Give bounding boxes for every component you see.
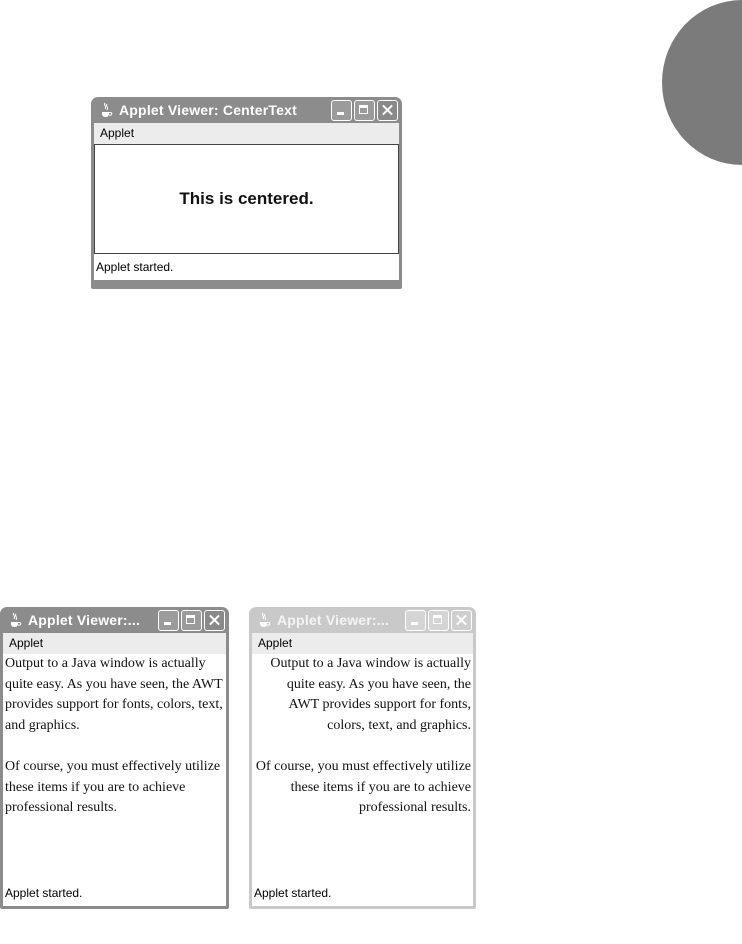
applet-window-left	[0, 607, 229, 909]
java-cup-icon	[7, 612, 23, 628]
menu-applet[interactable]: Applet	[258, 636, 293, 650]
maximize-icon[interactable]	[354, 100, 375, 121]
applet-content	[94, 144, 399, 254]
applet-content	[3, 654, 226, 880]
menu-applet[interactable]: Applet	[100, 126, 135, 140]
minimize-icon[interactable]	[331, 100, 352, 121]
status-bar: Applet started.	[94, 254, 399, 280]
centered-text: This is centered.	[94, 144, 399, 254]
menu-bar	[252, 633, 473, 654]
menu-applet[interactable]: Applet	[9, 636, 44, 650]
menu-bar	[3, 633, 226, 654]
paragraph-2: Of course, you must effectively utilize these items if you are to achieve professional results.	[5, 759, 221, 815]
window-title: Applet Viewer:...	[28, 612, 141, 628]
status-bar: Applet started.	[3, 880, 226, 906]
java-cup-icon	[98, 102, 114, 118]
applet-window-right	[249, 607, 476, 909]
title-bar[interactable]	[252, 607, 473, 633]
menu-bar	[94, 123, 399, 144]
paragraph-1: Output to a Java window is actually quite easy. As you have seen, the AWT provides support for fonts, colors, text, and graphics.	[5, 656, 223, 733]
close-icon[interactable]	[377, 100, 398, 121]
minimize-icon[interactable]	[158, 610, 179, 631]
title-bar[interactable]	[3, 607, 226, 633]
close-icon[interactable]	[204, 610, 225, 631]
minimize-icon[interactable]	[405, 610, 426, 631]
close-icon[interactable]	[451, 610, 472, 631]
java-cup-icon	[256, 612, 272, 628]
window-title: Applet Viewer:...	[277, 612, 390, 628]
maximize-icon[interactable]	[428, 610, 449, 631]
paragraph-1: Output to a Java window is actually quite easy. As you have seen, the AWT provides support for fonts, colors, text, and graphics.	[270, 656, 471, 733]
maximize-icon[interactable]	[181, 610, 202, 631]
title-bar[interactable]	[94, 97, 399, 123]
window-title: Applet Viewer: CenterText	[119, 102, 297, 118]
applet-content	[252, 654, 473, 880]
paragraph-2: Of course, you must effectively utilize these items if you are to achieve professional results.	[255, 759, 471, 815]
page-tab-marker	[662, 0, 742, 165]
applet-window-center	[91, 97, 402, 289]
status-bar: Applet started.	[252, 880, 473, 906]
